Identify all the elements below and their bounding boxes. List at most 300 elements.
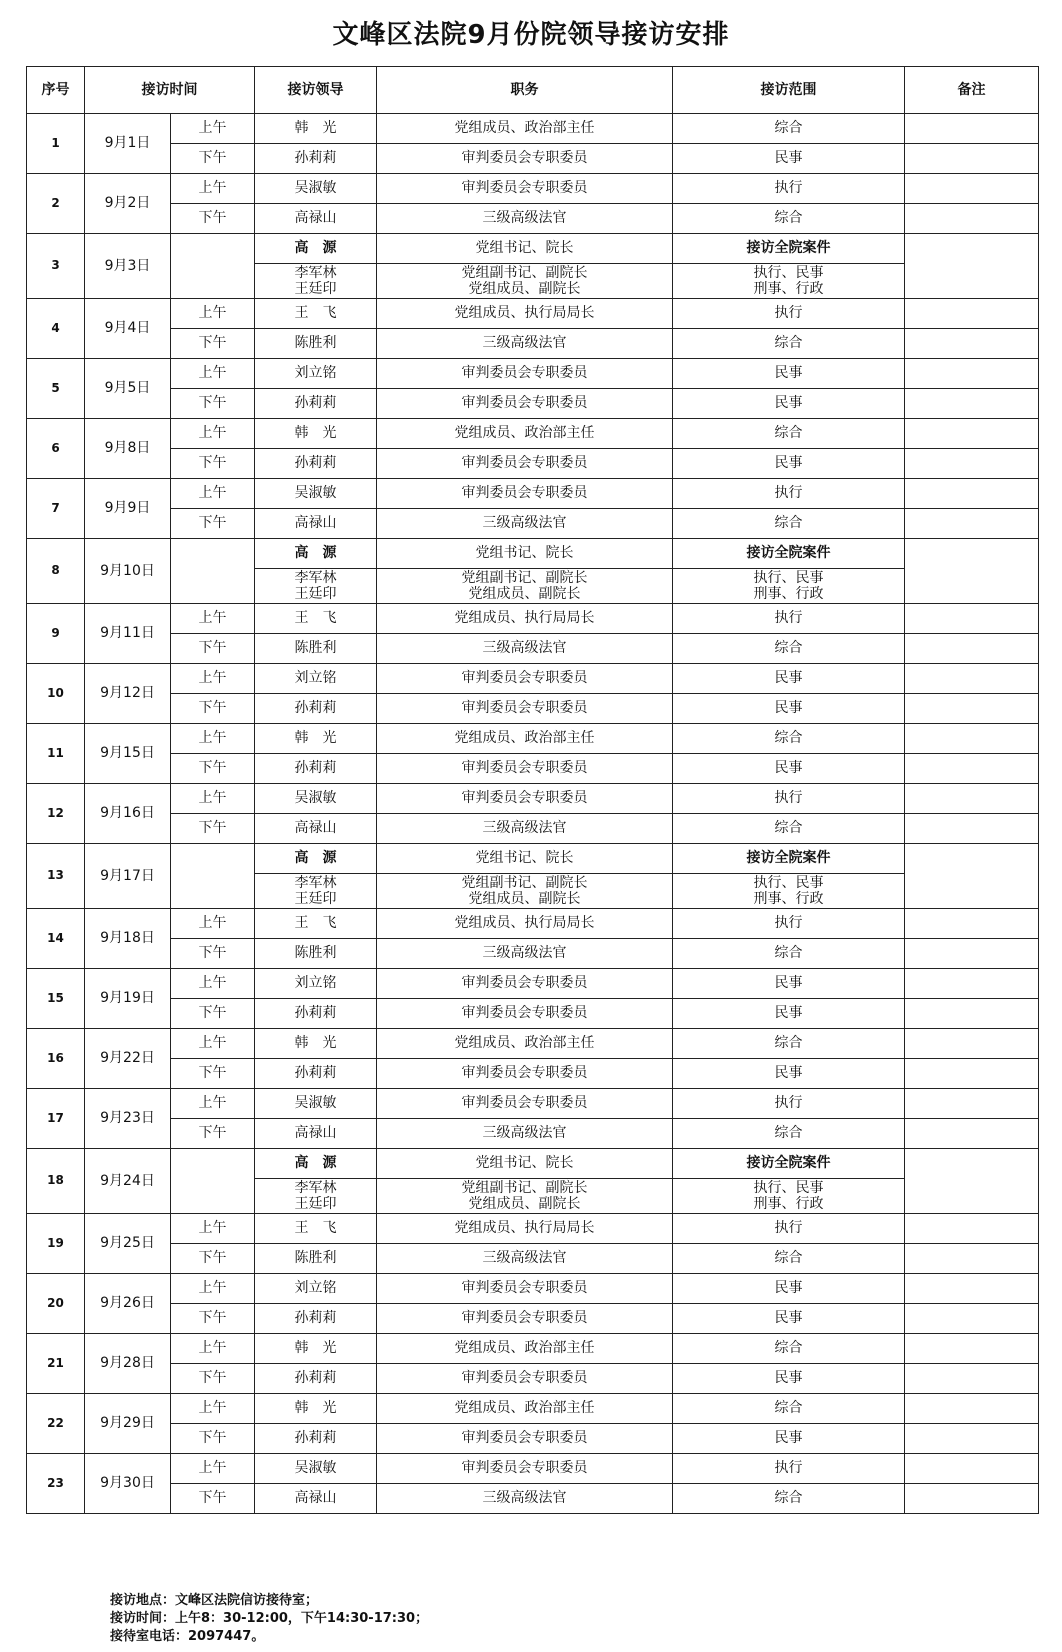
leader-cell: 孙莉莉 [255,1424,377,1454]
position-cell [377,874,673,909]
table-row [27,1274,1039,1304]
slot-cell: 下午 [171,509,255,539]
table-row [27,1244,1039,1274]
leader-cell: 陈胜利 [255,939,377,969]
scope-cell: 执行 [673,1089,905,1119]
slot-cell: 上午 [171,784,255,814]
scope-cell: 执行 [673,784,905,814]
date-cell: 9月25日 [85,1214,171,1274]
leader-cell: 孙莉莉 [255,1059,377,1089]
slot-cell: 上午 [171,359,255,389]
scope-cell: 民事 [673,144,905,174]
remark-cell [905,1424,1039,1454]
leader-cell [255,1179,377,1214]
remark-cell [905,509,1039,539]
scope-cell: 综合 [673,724,905,754]
slot-cell: 上午 [171,419,255,449]
leader-cell: 孙莉莉 [255,449,377,479]
remark-cell [905,1364,1039,1394]
date-cell: 9月8日 [85,419,171,479]
leader-cell: 刘立铭 [255,1274,377,1304]
scope-cell: 民事 [673,1424,905,1454]
table-row [27,299,1039,329]
leader-cell: 孙莉莉 [255,999,377,1029]
position-cell: 三级高级法官 [377,1484,673,1514]
scope-cell: 执行 [673,479,905,509]
scope-cell: 民事 [673,999,905,1029]
scope-cell: 接访全院案件 [673,234,905,264]
slot-cell: 下午 [171,1424,255,1454]
remark-cell [905,604,1039,634]
remark-cell [905,174,1039,204]
scope-cell: 民事 [673,664,905,694]
scope-cell: 综合 [673,1394,905,1424]
slot-cell [171,1149,255,1214]
seq-cell: 8 [27,539,85,604]
remark-cell [905,999,1039,1029]
leader-cell: 高禄山 [255,204,377,234]
position-text: 党组副书记、副院长 [461,264,588,281]
table-row [27,754,1039,784]
slot-cell: 下午 [171,754,255,784]
remark-cell [905,1304,1039,1334]
scope-cell: 执行 [673,299,905,329]
table-row [27,1149,1039,1179]
table-row [27,1394,1039,1424]
table-row [27,1214,1039,1244]
scope-cell: 综合 [673,419,905,449]
remark-cell [905,359,1039,389]
seq-cell: 9 [27,604,85,664]
position-cell: 审判委员会专职委员 [377,1454,673,1484]
slot-cell: 上午 [171,299,255,329]
table-row [27,909,1039,939]
remark-cell [905,204,1039,234]
table-row [27,939,1039,969]
leader-cell: 吴淑敏 [255,784,377,814]
scope-cell: 综合 [673,1119,905,1149]
scope-cell: 综合 [673,509,905,539]
position-cell: 审判委员会专职委员 [377,694,673,724]
position-cell: 三级高级法官 [377,634,673,664]
leader-name: 王廷印 [294,281,337,297]
slot-cell: 下午 [171,204,255,234]
remark-cell [905,754,1039,784]
leader-name: 李军林 [294,874,337,891]
remark-cell [905,1029,1039,1059]
position-cell: 审判委员会专职委员 [377,664,673,694]
slot-cell: 上午 [171,969,255,999]
scope-text: 执行、民事 [753,874,824,891]
table-row [27,509,1039,539]
table-row [27,329,1039,359]
slot-cell: 上午 [171,1214,255,1244]
position-cell: 审判委员会专职委员 [377,1089,673,1119]
scope-text: 刑事、行政 [753,1196,824,1212]
schedule-table [26,66,1039,1514]
date-cell: 9月10日 [85,539,171,604]
scope-cell [673,569,905,604]
slot-cell [171,234,255,299]
leader-cell: 王 飞 [255,1214,377,1244]
leader-name: 王廷印 [294,586,337,602]
table-row [27,724,1039,754]
slot-cell: 上午 [171,664,255,694]
table-row [27,389,1039,419]
leader-cell: 孙莉莉 [255,754,377,784]
position-text: 党组成员、副院长 [468,891,581,907]
position-cell: 党组成员、政治部主任 [377,724,673,754]
scope-cell: 执行 [673,174,905,204]
header-time: 接访时间 [85,67,255,114]
scope-cell: 民事 [673,754,905,784]
date-cell: 9月12日 [85,664,171,724]
remark-cell [905,1214,1039,1244]
position-cell: 三级高级法官 [377,939,673,969]
scope-cell: 综合 [673,114,905,144]
leader-name: 王廷印 [294,1196,337,1212]
date-cell: 9月28日 [85,1334,171,1394]
position-cell: 三级高级法官 [377,329,673,359]
slot-cell: 上午 [171,1089,255,1119]
scope-cell [673,874,905,909]
scope-cell: 综合 [673,634,905,664]
position-cell [377,1179,673,1214]
slot-cell: 下午 [171,1304,255,1334]
seq-cell: 19 [27,1214,85,1274]
position-cell: 党组成员、政治部主任 [377,1394,673,1424]
table-row [27,449,1039,479]
leader-cell: 陈胜利 [255,1244,377,1274]
remark-cell [905,539,1039,604]
scope-cell: 综合 [673,814,905,844]
table-row [27,1089,1039,1119]
remark-cell [905,634,1039,664]
header-position: 职务 [377,67,673,114]
scope-cell [673,264,905,299]
position-cell: 三级高级法官 [377,1119,673,1149]
position-cell: 审判委员会专职委员 [377,449,673,479]
remark-cell [905,694,1039,724]
slot-cell: 上午 [171,114,255,144]
position-cell: 党组书记、院长 [377,539,673,569]
header-seq: 序号 [27,67,85,114]
scope-text: 执行、民事 [753,569,824,586]
position-cell: 三级高级法官 [377,509,673,539]
position-cell: 三级高级法官 [377,814,673,844]
scope-text: 刑事、行政 [753,586,824,602]
leader-cell [255,264,377,299]
table-row [27,1424,1039,1454]
scope-cell: 综合 [673,1334,905,1364]
date-cell: 9月26日 [85,1274,171,1334]
leader-cell: 吴淑敏 [255,1454,377,1484]
scope-cell: 执行 [673,909,905,939]
slot-cell: 上午 [171,479,255,509]
position-cell: 党组成员、执行局局长 [377,909,673,939]
seq-cell: 20 [27,1274,85,1334]
seq-cell: 18 [27,1149,85,1214]
table-row [27,1119,1039,1149]
header-leader: 接访领导 [255,67,377,114]
scope-text: 刑事、行政 [753,281,824,297]
date-cell: 9月17日 [85,844,171,909]
date-cell: 9月23日 [85,1089,171,1149]
seq-cell: 16 [27,1029,85,1089]
table-row [27,969,1039,999]
remark-cell [905,144,1039,174]
table-row [27,419,1039,449]
position-cell: 审判委员会专职委员 [377,479,673,509]
date-cell: 9月24日 [85,1149,171,1214]
scope-cell: 综合 [673,204,905,234]
slot-cell: 下午 [171,939,255,969]
leader-cell: 吴淑敏 [255,479,377,509]
table-row [27,1454,1039,1484]
footer-location: 接访地点：文峰区法院信访接待室； [110,1593,319,1608]
seq-cell: 17 [27,1089,85,1149]
table-row [27,844,1039,874]
slot-cell: 下午 [171,389,255,419]
schedule-body [27,114,1039,1514]
scope-cell: 综合 [673,1244,905,1274]
leader-cell: 王 飞 [255,604,377,634]
table-row [27,814,1039,844]
scope-cell: 综合 [673,329,905,359]
slot-cell: 上午 [171,909,255,939]
remark-cell [905,724,1039,754]
remark-cell [905,1119,1039,1149]
table-row [27,694,1039,724]
table-row [27,1059,1039,1089]
position-cell: 审判委员会专职委员 [377,1059,673,1089]
scope-cell [673,1179,905,1214]
position-cell: 党组成员、政治部主任 [377,1029,673,1059]
date-cell: 9月3日 [85,234,171,299]
seq-cell: 23 [27,1454,85,1514]
scope-cell: 民事 [673,1364,905,1394]
remark-cell [905,664,1039,694]
table-row [27,114,1039,144]
slot-cell: 上午 [171,174,255,204]
remark-cell [905,1334,1039,1364]
slot-cell: 下午 [171,1119,255,1149]
remark-cell [905,1089,1039,1119]
leader-cell: 高禄山 [255,509,377,539]
position-text: 党组成员、副院长 [468,1196,581,1212]
scope-cell: 民事 [673,449,905,479]
leader-cell [255,874,377,909]
leader-cell: 韩 光 [255,114,377,144]
position-cell: 党组成员、政治部主任 [377,114,673,144]
position-cell: 党组成员、政治部主任 [377,419,673,449]
position-cell [377,569,673,604]
position-text: 党组副书记、副院长 [461,1179,588,1196]
leader-cell: 高 源 [255,844,377,874]
header-scope: 接访范围 [673,67,905,114]
leader-cell: 高禄山 [255,814,377,844]
scope-cell: 综合 [673,939,905,969]
scope-cell: 民事 [673,1059,905,1089]
scope-cell: 执行 [673,1214,905,1244]
seq-cell: 3 [27,234,85,299]
seq-cell: 15 [27,969,85,1029]
scope-cell: 接访全院案件 [673,539,905,569]
leader-cell: 刘立铭 [255,359,377,389]
remark-cell [905,1394,1039,1424]
table-row [27,479,1039,509]
slot-cell: 下午 [171,634,255,664]
remark-cell [905,479,1039,509]
date-cell: 9月30日 [85,1454,171,1514]
footer-phone: 接待室电话：2097447。 [110,1629,265,1644]
remark-cell [905,939,1039,969]
leader-cell: 刘立铭 [255,969,377,999]
table-row [27,539,1039,569]
position-cell: 审判委员会专职委员 [377,1304,673,1334]
remark-cell [905,784,1039,814]
page-title: 文峰区法院9月份院领导接访安排 [332,20,730,50]
leader-cell: 孙莉莉 [255,1364,377,1394]
date-cell: 9月11日 [85,604,171,664]
position-cell: 党组成员、执行局局长 [377,299,673,329]
slot-cell: 下午 [171,1059,255,1089]
date-cell: 9月22日 [85,1029,171,1089]
leader-cell: 韩 光 [255,1029,377,1059]
date-cell: 9月9日 [85,479,171,539]
slot-cell: 上午 [171,1029,255,1059]
header-remark: 备注 [905,67,1039,114]
leader-cell: 韩 光 [255,724,377,754]
position-cell: 党组成员、执行局局长 [377,1214,673,1244]
table-row [27,1364,1039,1394]
seq-cell: 6 [27,419,85,479]
table-row [27,784,1039,814]
position-cell: 党组书记、院长 [377,844,673,874]
leader-cell: 王 飞 [255,299,377,329]
leader-cell: 韩 光 [255,1394,377,1424]
table-row [27,204,1039,234]
position-cell: 审判委员会专职委员 [377,999,673,1029]
remark-cell [905,329,1039,359]
position-cell: 审判委员会专职委员 [377,1424,673,1454]
table-row [27,359,1039,389]
slot-cell: 下午 [171,329,255,359]
seq-cell: 2 [27,174,85,234]
position-text: 党组副书记、副院长 [461,569,588,586]
table-row [27,1304,1039,1334]
slot-cell: 上午 [171,604,255,634]
leader-cell: 高 源 [255,234,377,264]
seq-cell: 7 [27,479,85,539]
remark-cell [905,234,1039,299]
table-row [27,234,1039,264]
remark-cell [905,1454,1039,1484]
leader-name: 李军林 [294,264,337,281]
leader-cell: 孙莉莉 [255,389,377,419]
position-cell: 党组成员、政治部主任 [377,1334,673,1364]
position-cell: 三级高级法官 [377,1244,673,1274]
table-row [27,604,1039,634]
header-row [27,67,1039,114]
position-cell: 审判委员会专职委员 [377,1364,673,1394]
remark-cell [905,1484,1039,1514]
position-cell: 审判委员会专职委员 [377,174,673,204]
slot-cell [171,844,255,909]
footer-notes [110,1592,428,1646]
slot-cell: 上午 [171,1454,255,1484]
position-cell: 审判委员会专职委员 [377,969,673,999]
leader-name: 王廷印 [294,891,337,907]
table-row [27,1029,1039,1059]
remark-cell [905,909,1039,939]
seq-cell: 14 [27,909,85,969]
scope-cell: 综合 [673,1029,905,1059]
remark-cell [905,1274,1039,1304]
scope-cell: 民事 [673,1304,905,1334]
slot-cell: 下午 [171,1244,255,1274]
scope-text: 刑事、行政 [753,891,824,907]
leader-cell: 孙莉莉 [255,1304,377,1334]
slot-cell: 上午 [171,1334,255,1364]
leader-cell: 吴淑敏 [255,1089,377,1119]
position-cell: 审判委员会专职委员 [377,784,673,814]
remark-cell [905,844,1039,909]
seq-cell: 4 [27,299,85,359]
table-row [27,1484,1039,1514]
table-row [27,1334,1039,1364]
scope-cell: 接访全院案件 [673,844,905,874]
leader-cell: 高 源 [255,539,377,569]
slot-cell: 上午 [171,724,255,754]
date-cell: 9月2日 [85,174,171,234]
date-cell: 9月15日 [85,724,171,784]
leader-cell: 孙莉莉 [255,694,377,724]
slot-cell: 下午 [171,814,255,844]
slot-cell: 下午 [171,999,255,1029]
date-cell: 9月19日 [85,969,171,1029]
date-cell: 9月18日 [85,909,171,969]
leader-cell: 高禄山 [255,1119,377,1149]
date-cell: 9月5日 [85,359,171,419]
leader-cell: 刘立铭 [255,664,377,694]
table-row [27,634,1039,664]
scope-text: 执行、民事 [753,264,824,281]
remark-cell [905,1244,1039,1274]
position-text: 党组成员、副院长 [468,586,581,602]
seq-cell: 1 [27,114,85,174]
position-cell: 审判委员会专职委员 [377,754,673,784]
footer-time: 接访时间：上午8：30-12:00，下午14:30-17:30； [110,1611,429,1626]
position-cell: 党组书记、院长 [377,234,673,264]
scope-cell: 民事 [673,694,905,724]
leader-cell: 孙莉莉 [255,144,377,174]
scope-cell: 综合 [673,1484,905,1514]
scope-cell: 民事 [673,1274,905,1304]
slot-cell: 下午 [171,1364,255,1394]
scope-cell: 民事 [673,359,905,389]
leader-cell: 吴淑敏 [255,174,377,204]
slot-cell [171,539,255,604]
position-cell: 三级高级法官 [377,204,673,234]
scope-cell: 执行 [673,1454,905,1484]
seq-cell: 11 [27,724,85,784]
leader-cell: 高禄山 [255,1484,377,1514]
remark-cell [905,1149,1039,1214]
table-row [27,664,1039,694]
position-cell: 审判委员会专职委员 [377,144,673,174]
slot-cell: 下午 [171,1484,255,1514]
